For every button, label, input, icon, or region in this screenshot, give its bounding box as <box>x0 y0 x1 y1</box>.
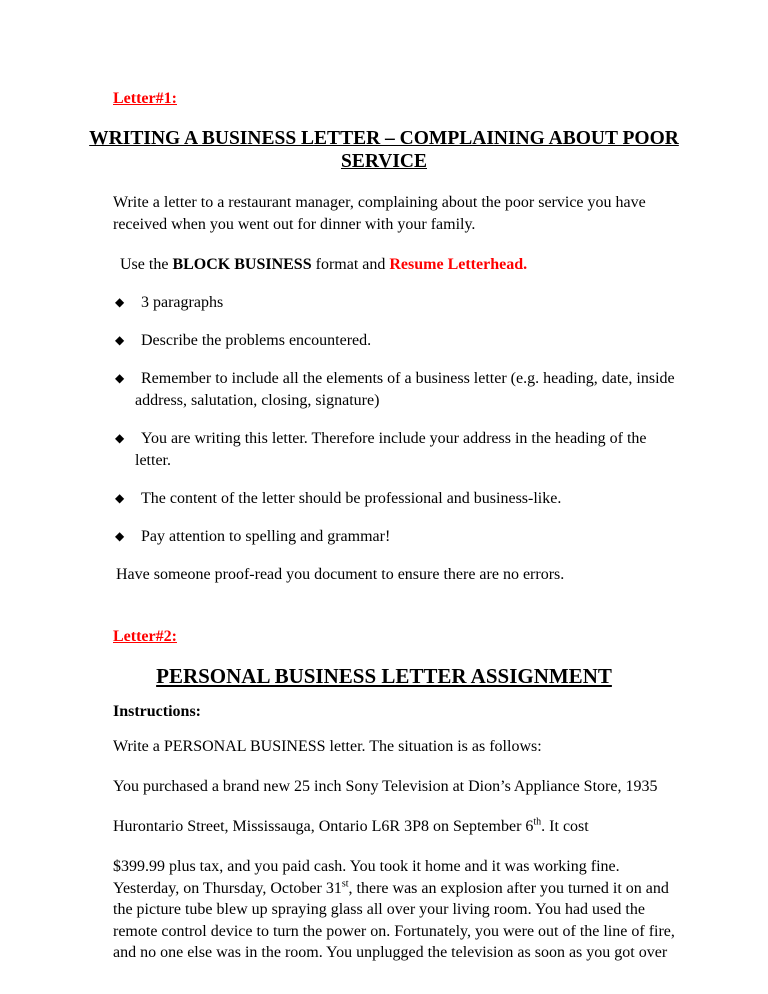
letter1-title-line2: SERVICE <box>340 151 427 172</box>
letter2-label: Letter#2: <box>113 628 177 645</box>
diamond-bullet-icon: ◆ <box>115 529 125 543</box>
diamond-bullet-icon: ◆ <box>115 431 125 445</box>
bullet-item <box>113 428 647 471</box>
ordinal-suffix: st <box>341 878 349 890</box>
letter2-write-line: Write a PERSONAL BUSINESS letter. The situation is as follows: <box>113 738 542 755</box>
bullet-text-cont: address, salutation, closing, signature) <box>135 391 380 409</box>
letter1-label: Letter#1: <box>113 90 177 107</box>
bullet-text-cont: letter. <box>135 451 171 469</box>
bullet-text: You are writing this letter. Therefore include your address in the heading of the <box>141 430 647 447</box>
para-text: Yesterday, on Thursday, October 31 <box>113 879 342 897</box>
letter1-title-line1: WRITING A BUSINESS LETTER – COMPLAINING ABOUT POOR <box>89 128 679 149</box>
format-bold: BLOCK BUSINESS <box>172 256 312 273</box>
format-pre: Use the <box>120 256 173 273</box>
bullet-item <box>113 526 390 548</box>
letter1-format-instruction <box>120 254 527 276</box>
bullet-text: Remember to include all the elements of a business letter (e.g. heading, date, inside <box>141 370 675 387</box>
format-red: Resume Letterhead. <box>389 256 528 273</box>
bullet-text: Describe the problems encountered. <box>141 332 372 349</box>
letter2-purchased-line: You purchased a brand new 25 inch Sony Television at Dion’s Appliance Store, 1935 <box>113 778 658 795</box>
instructions-heading: Instructions: <box>113 703 202 720</box>
address-text-end: . It cost <box>541 818 589 835</box>
diamond-bullet-icon: ◆ <box>115 371 125 385</box>
para-line: remote control device to turn the power on. Fortunately, you were out of the line of fire, <box>113 922 675 940</box>
bullet-item <box>113 488 561 510</box>
diamond-bullet-icon: ◆ <box>115 295 125 309</box>
bullet-item <box>113 292 223 314</box>
bullet-item <box>113 330 371 352</box>
letter1-intro-line1: Write a letter to a restaurant manager, complaining about the poor service you have <box>113 194 646 211</box>
para-text-end: , there was an explosion after you turned it on and <box>348 879 669 897</box>
diamond-bullet-icon: ◆ <box>115 333 125 347</box>
diamond-bullet-icon: ◆ <box>115 491 125 505</box>
para-line: and no one else was in the room. You unplugged the television as soon as you got over <box>113 944 668 961</box>
letter2-address-line <box>113 816 589 838</box>
bullet-text: Pay attention to spelling and grammar! <box>141 528 391 545</box>
bullet-text: 3 paragraphs <box>141 294 224 311</box>
ordinal-suffix: th <box>533 816 542 828</box>
address-text: Hurontario Street, Mississauga, Ontario L6R 3P8 on September 6 <box>113 818 534 835</box>
letter1-closing: Have someone proof-read you document to ensure there are no errors. <box>116 566 565 583</box>
letter1-intro-line2: received when you went out for dinner with your family. <box>113 216 476 233</box>
para-line: the picture tube blew up spraying glass all over your living room. You had used the <box>113 901 645 918</box>
para-line: $399.99 plus tax, and you paid cash. You took it home and it was working fine. <box>113 858 620 875</box>
letter2-title: PERSONAL BUSINESS LETTER ASSIGNMENT <box>156 664 612 688</box>
format-mid: format and <box>311 256 390 273</box>
bullet-text: The content of the letter should be professional and business-like. <box>141 490 562 507</box>
para-line <box>113 878 669 900</box>
bullet-item <box>113 368 675 411</box>
